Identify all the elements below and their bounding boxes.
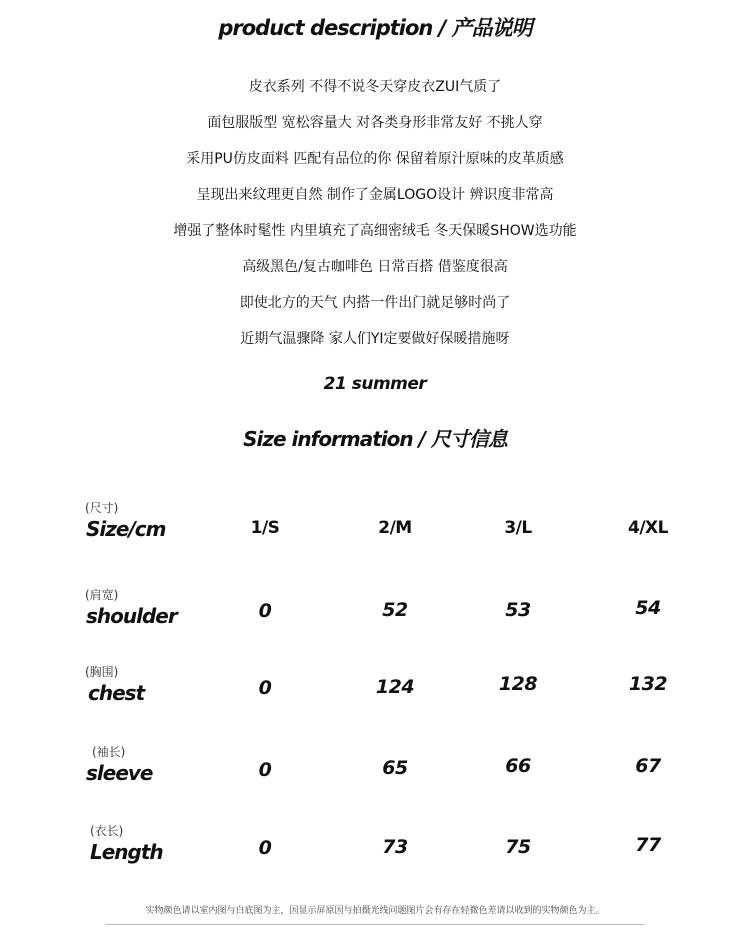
description-line: 增强了整体时髦性 内里填充了高细密绒毛 冬天保暖SHOW选功能 <box>173 223 577 239</box>
row-label-en: sleeve <box>86 761 153 785</box>
description-line: 高级黑色/复古咖啡色 日常百搭 借鉴度很高 <box>242 259 508 275</box>
table-row-length <box>0 822 750 882</box>
row-label-en: Length <box>90 840 163 864</box>
row-label-cn: (袖长) <box>92 745 126 759</box>
row-label-cn: (胸围) <box>85 665 119 679</box>
table-cell: 0 <box>258 600 272 622</box>
table-cell: 73 <box>382 836 408 858</box>
header-label-en: Size/cm <box>86 517 166 541</box>
size-information-heading: Size information / 尺寸信息 <box>243 427 507 451</box>
table-cell: 67 <box>635 755 661 777</box>
size-column-header: 1/S <box>250 518 280 538</box>
header-label-cn: (尺寸) <box>85 501 119 515</box>
table-cell: 65 <box>382 757 408 779</box>
table-cell: 0 <box>258 837 272 859</box>
description-line: 皮衣系列 不得不说冬天穿皮衣ZUI气质了 <box>248 79 502 95</box>
table-row-sleeve <box>0 743 750 803</box>
description-line: 面包服版型 宽松容量大 对各类身形非常友好 不挑人穿 <box>207 115 543 131</box>
table-cell: 0 <box>258 759 272 781</box>
row-label-cn: (衣长) <box>90 824 124 838</box>
product-description-heading: product description / 产品说明 <box>218 16 532 40</box>
table-cell: 128 <box>498 673 538 695</box>
table-cell: 132 <box>628 673 668 695</box>
description-line: 即使北方的天气 内搭一件出门就足够时尚了 <box>239 295 511 311</box>
table-cell: 53 <box>505 599 531 621</box>
row-label-cn: (肩宽) <box>85 588 119 602</box>
table-row-shoulder <box>0 586 750 646</box>
table-cell: 54 <box>635 597 661 619</box>
table-row-chest <box>0 663 750 723</box>
season-label: 21 summer <box>323 374 427 394</box>
color-disclaimer-footnote: 实物颜色请以室内图与白底图为主，因显示屏原因与拍摄光线问题图片会有存在轻微色差请以收到的实物颜色为主。 <box>145 906 605 916</box>
size-column-header: 2/M <box>378 518 412 538</box>
table-cell: 52 <box>382 599 408 621</box>
footer-divider <box>105 924 645 925</box>
table-cell: 75 <box>505 836 531 858</box>
size-column-header: 3/L <box>504 518 532 538</box>
size-column-header: 4/XL <box>628 518 668 538</box>
table-cell: 0 <box>258 677 272 699</box>
description-line: 近期气温骤降 家人们YI定要做好保暖措施呀 <box>240 331 510 347</box>
table-cell: 124 <box>375 676 415 698</box>
size-table-header-row <box>0 499 750 559</box>
description-list <box>0 77 750 365</box>
table-cell: 77 <box>635 834 661 856</box>
description-line: 采用PU仿皮面料 匹配有品位的你 保留着原汁原味的皮革质感 <box>186 151 564 167</box>
row-label-en: chest <box>88 681 145 705</box>
row-label-en: shoulder <box>86 604 177 628</box>
table-cell: 66 <box>505 755 531 777</box>
description-line: 呈现出来纹理更自然 制作了金属LOGO设计 辨识度非常高 <box>196 187 554 203</box>
